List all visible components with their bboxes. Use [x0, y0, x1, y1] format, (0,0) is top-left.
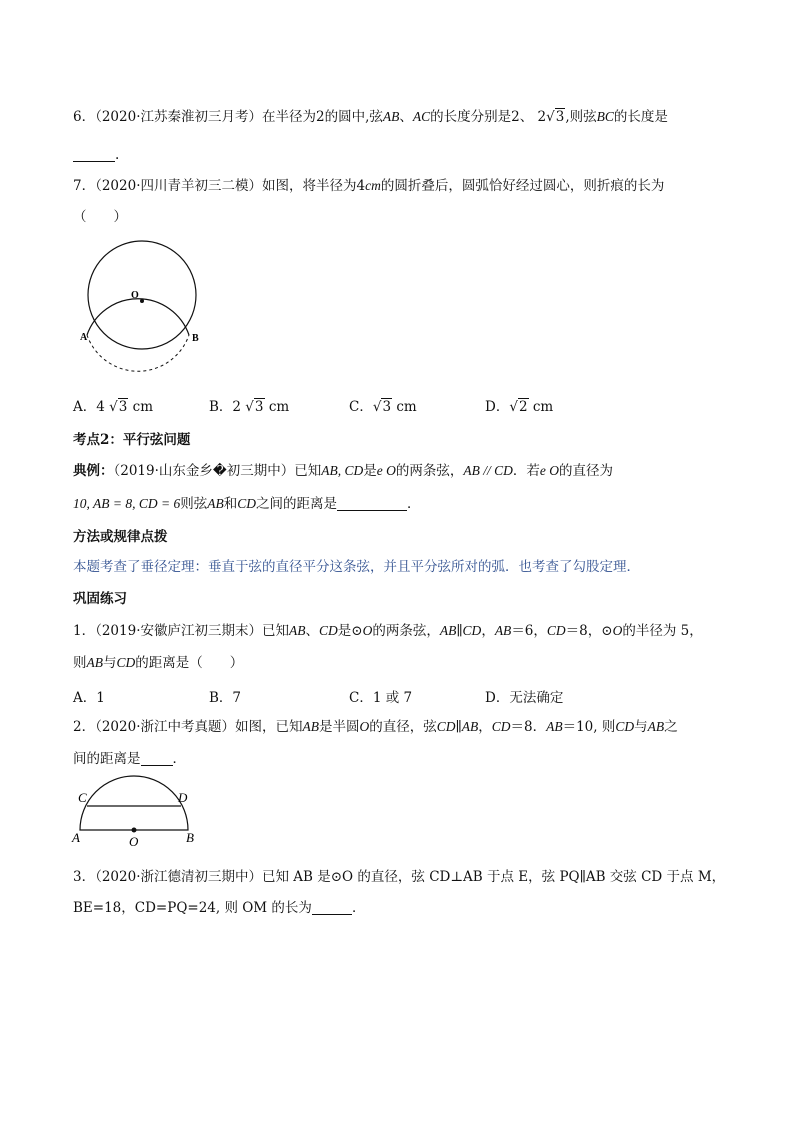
p2-semicircle-figure [70, 784, 210, 854]
p1-opt-c-text: C．1 或 7 [349, 690, 413, 706]
p2-l1-c: 的直径，弦 [369, 719, 437, 735]
q7-opt-d-letter: D． [485, 399, 510, 415]
p2-ab: AB [302, 719, 319, 734]
q7-opt-a-unit: cm [132, 399, 154, 415]
q7-option-a[interactable]: A．4 √3 cm [73, 399, 154, 415]
q7-option-b[interactable]: B．2 √3 cm [209, 399, 290, 415]
method-title [73, 528, 168, 546]
q6-mid3: ,则弦 [565, 109, 597, 125]
p1-option-d[interactable] [485, 686, 563, 706]
p2-center-point [132, 828, 137, 833]
q7-label-o: O [131, 290, 139, 301]
q7-option-c[interactable]: C．√3 cm [349, 399, 417, 415]
example-circle-2: e O [539, 463, 559, 478]
p2-l1-a: 2．（2020·浙江中考真题）如图，已知 [73, 719, 303, 735]
p2-label-a: A [72, 830, 80, 845]
question-7-line-1 [73, 177, 664, 195]
q7-opt-d-unit: cm [532, 399, 554, 415]
p1-t4: ＝6， [511, 623, 547, 639]
p2-label-c: C [78, 790, 87, 805]
example-ab-cd: AB, CD [321, 463, 364, 478]
example-l1-d: ．若 [512, 463, 540, 479]
example-ab-2: AB [207, 496, 224, 511]
q7-opt-a-coef: 4 [96, 399, 105, 415]
p2-l1-h: 之 [664, 719, 678, 735]
q7-opt-c-rad: 3 [382, 399, 392, 415]
p2-cd: CD [491, 719, 511, 734]
p1-l2-b: 与 [103, 655, 117, 671]
example-l2-end: ． [407, 496, 421, 512]
example-l1-c: 的两条弦， [395, 463, 464, 479]
p1-cd3: CD [116, 655, 136, 670]
practice-2-line-2 [73, 750, 186, 768]
q7-center-point [140, 299, 144, 303]
p3-l2-end: ． [351, 900, 366, 916]
q6-answer-blank[interactable] [73, 147, 115, 162]
p1-t6: 的半径为 5， [622, 623, 703, 639]
p2-o: O [359, 719, 370, 734]
q6-chord-ac: AC [412, 109, 431, 124]
method-text [73, 558, 640, 576]
q6-radius: 2 [316, 109, 325, 125]
method-title-text: 方法或规律点拨 [73, 529, 168, 545]
p1-option-a[interactable] [73, 686, 105, 706]
example-parallel: AB // CD [463, 463, 513, 478]
practice-1-line-1 [73, 622, 703, 640]
q7-opt-a-letter: A． [73, 399, 97, 415]
p2-label-o: O [129, 834, 139, 849]
q6-sep: 、 [399, 109, 413, 125]
p2-l2-end: ． [172, 751, 186, 767]
q7-unit: cm [365, 178, 381, 193]
p1-ab3: AB [86, 655, 103, 670]
q7-radius: 4 [356, 178, 366, 194]
p1-ab-eq: AB [494, 623, 512, 638]
q7-full-circle [88, 241, 196, 349]
p1-t5: ＝8，⊙ [565, 623, 613, 639]
p3-l1: 3．（2020·浙江德清初三期中）已知 AB 是⊙O 的直径，弦 CD⊥AB 于点 E，弦 PQ∥AB 交弦 CD 于点 M， [73, 869, 726, 885]
q6-suffix: 的长度是 [613, 109, 668, 125]
q7-answer-paren: （ ） [73, 209, 127, 225]
example-cd-2: CD [237, 496, 256, 511]
q7-opt-b-rad: 3 [254, 399, 264, 415]
q7-dashed-arc [87, 335, 189, 371]
q7-folded-circle-figure [80, 230, 210, 360]
q7-fold-arc [87, 299, 189, 335]
p3-answer-blank[interactable] [312, 900, 352, 915]
p2-l1-e: ＝8． [510, 719, 547, 735]
p1-opt-a-text: A．1 [73, 690, 105, 706]
p2-ab2: AB [546, 719, 563, 734]
p2-label-b: B [186, 830, 194, 845]
example-line-2 [73, 495, 421, 513]
q6-chord-ab: AB [382, 109, 400, 124]
p1-ab: AB [289, 623, 306, 638]
kd2-title: 考点2：平行弦问题 [73, 432, 191, 448]
p2-l1-d: ， [478, 719, 492, 735]
p2-label-d: D [178, 790, 188, 805]
p2-l1-b: 是半圆 [319, 719, 360, 735]
q6-mid2: 的长度分别是 [430, 109, 512, 125]
section-title-kd2 [73, 431, 190, 449]
question-6-line-2 [73, 146, 119, 164]
p2-cd2: CD [615, 719, 635, 734]
q7-opt-b-letter: B． [209, 399, 233, 415]
example-l1-e: 的直径为 [559, 463, 613, 479]
p1-opt-b-text: B．7 [209, 690, 242, 706]
p2-par: CD∥AB [436, 719, 479, 734]
example-line-1 [73, 462, 613, 480]
q6-val-sep: 、 [519, 109, 534, 125]
q7-label-b: B [192, 333, 199, 344]
q7-opt-c-unit: cm [396, 399, 417, 415]
p1-o2: O [612, 623, 623, 638]
q6-end: . [115, 147, 120, 163]
p1-t1: 是⊙ [337, 623, 363, 639]
method-text-content: 本题考查了垂径定理：垂直于弦的直径平分这条弦，并且平分弦所对的弧．也考查了勾股定理． [73, 559, 640, 575]
example-l2-b: 则弦 [180, 496, 208, 512]
example-label: 典例： [73, 463, 114, 479]
p1-l2-c: 的距离是（ ） [135, 655, 244, 671]
q7-opt-c-letter: C． [349, 399, 373, 415]
p1-cd: CD [319, 623, 338, 638]
practice-2-line-1 [73, 718, 678, 736]
q6-sqrt-value: 2√3 [537, 109, 565, 125]
q7-opt-a-rad: 3 [118, 399, 128, 415]
q7-option-d[interactable]: D．√2 cm [485, 399, 554, 415]
p1-t3: ， [481, 623, 495, 639]
practice-3-line-1 [73, 868, 725, 886]
practice-1-line-2 [73, 654, 243, 672]
p1-option-c[interactable] [349, 686, 412, 706]
q7-opt-b-unit: cm [268, 399, 290, 415]
practice-title-text: 巩固练习 [73, 591, 127, 607]
q6-mid1: 的圆中,弦 [324, 109, 383, 125]
p3-l2: BE=18，CD=PQ=24, 则 OM 的长为 [73, 900, 312, 916]
p1-sep: 、 [305, 623, 319, 639]
p1-t2: 的两条弦， [372, 623, 440, 639]
p2-answer-blank[interactable] [141, 751, 173, 766]
p2-l1-f: ＝10, 则 [562, 719, 616, 735]
q7-opt-b-coef: 2 [232, 399, 242, 415]
example-answer-blank[interactable] [337, 496, 407, 511]
practice-title [73, 590, 127, 608]
practice-3-line-2 [73, 899, 365, 917]
q6-val2-rad: 3 [555, 109, 565, 125]
q6-prefix: 6．（2020·江苏秦淮初三月考）在半径为 [73, 109, 316, 125]
q6-val1: 2 [511, 109, 520, 125]
example-l1-a: （2019·山东金乡�初三期中）已知 [113, 463, 322, 479]
q7-suffix: 的圆折叠后，圆弧恰好经过圆心，则折痕的长为 [380, 178, 665, 194]
example-l2-c: 和 [223, 496, 238, 512]
q7-prefix: 7．（2020·四川青羊初三二模）如图，将半径为 [73, 178, 357, 194]
example-circle: e O [376, 463, 396, 478]
p2-ab3: AB [647, 719, 665, 734]
example-l2-d: 之间的距离是 [256, 496, 337, 512]
example-l1-b: 是 [363, 463, 377, 479]
question-7-line-2 [73, 208, 127, 226]
p1-l1: 1．（2019·安徽庐江初三期末）已知 [73, 623, 289, 639]
p1-l2-a: 则 [73, 655, 87, 671]
example-l2-a: 10, AB = 8, CD = 6 [73, 496, 181, 511]
q7-opt-d-rad: 2 [518, 399, 528, 415]
q6-chord-bc: BC [596, 109, 614, 124]
question-6-line-1 [73, 108, 668, 126]
p2-l1-g: 与 [634, 719, 648, 735]
p1-o: O [362, 623, 373, 638]
p1-opt-d-text: D．无法确定 [485, 690, 564, 706]
p2-l2: 间的距离是 [73, 751, 141, 767]
p1-option-b[interactable] [209, 686, 241, 706]
q7-label-a: A [80, 332, 88, 343]
p2-semicircle [80, 776, 188, 830]
p1-cd-eq: CD [546, 623, 566, 638]
p1-par: AB∥CD [439, 623, 482, 638]
q6-val2-coef: 2 [537, 109, 547, 125]
